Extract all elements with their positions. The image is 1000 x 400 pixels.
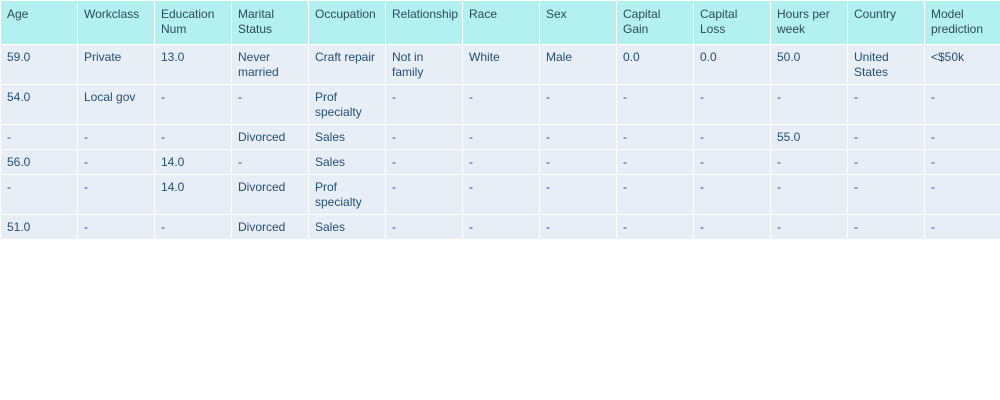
header-row: [1, 1, 1000, 44]
table-cell: -: [386, 150, 462, 174]
table-cell: -: [617, 175, 693, 214]
table-cell: -: [694, 85, 770, 124]
column-header-hours-per-week[interactable]: Hours per week: [771, 1, 847, 44]
table-cell: 50.0: [771, 45, 847, 84]
table-cell: Never married: [232, 45, 308, 84]
table-header: [1, 1, 1000, 44]
table-cell: -: [540, 175, 616, 214]
column-header-capital-loss[interactable]: Capital Loss: [694, 1, 770, 44]
table-cell: -: [232, 85, 308, 124]
table-cell: -: [463, 85, 539, 124]
table-cell: Prof specialty: [309, 175, 385, 214]
table-cell: -: [771, 215, 847, 239]
table-cell: -: [694, 215, 770, 239]
table-cell: Male: [540, 45, 616, 84]
table-cell: -: [771, 85, 847, 124]
table-cell: 0.0: [617, 45, 693, 84]
table-cell: 55.0: [771, 125, 847, 149]
table-cell: Divorced: [232, 215, 308, 239]
table-cell: 56.0: [1, 150, 77, 174]
table-cell: 51.0: [1, 215, 77, 239]
table-cell: -: [540, 215, 616, 239]
table-cell: -: [925, 150, 1000, 174]
table-cell: -: [540, 150, 616, 174]
column-header-model-prediction[interactable]: Model prediction: [925, 1, 1000, 44]
column-header-occupation[interactable]: Occupation: [309, 1, 385, 44]
table-cell: -: [617, 125, 693, 149]
table-row: [1, 215, 1000, 239]
table-cell: 0.0: [694, 45, 770, 84]
table-row: [1, 150, 1000, 174]
table-row: [1, 175, 1000, 214]
table-cell: -: [925, 125, 1000, 149]
table-cell: -: [232, 150, 308, 174]
table-cell: Local gov: [78, 85, 154, 124]
table-cell: Prof specialty: [309, 85, 385, 124]
table-row: [1, 85, 1000, 124]
table-cell: Craft repair: [309, 45, 385, 84]
table-cell: -: [386, 85, 462, 124]
column-header-country[interactable]: Country: [848, 1, 924, 44]
column-header-relationship[interactable]: Relationship: [386, 1, 462, 44]
table-cell: -: [463, 215, 539, 239]
table-cell: Sales: [309, 215, 385, 239]
table-cell: -: [155, 125, 231, 149]
table-cell: -: [848, 125, 924, 149]
table-cell: Not in family: [386, 45, 462, 84]
table-cell: -: [771, 150, 847, 174]
table-cell: -: [771, 175, 847, 214]
table-cell: 54.0: [1, 85, 77, 124]
table-cell: Sales: [309, 125, 385, 149]
table-cell: -: [155, 215, 231, 239]
table-cell: United States: [848, 45, 924, 84]
table-cell: -: [848, 85, 924, 124]
column-header-workclass[interactable]: Workclass: [78, 1, 154, 44]
table-cell: -: [386, 125, 462, 149]
table-cell: 14.0: [155, 150, 231, 174]
table-cell: -: [694, 150, 770, 174]
table-cell: -: [617, 215, 693, 239]
column-header-education-num[interactable]: Education Num: [155, 1, 231, 44]
table-cell: -: [848, 150, 924, 174]
table-cell: -: [463, 125, 539, 149]
table-cell: -: [540, 85, 616, 124]
table-cell: -: [540, 125, 616, 149]
table-cell: -: [78, 125, 154, 149]
table-cell: -: [925, 85, 1000, 124]
column-header-race[interactable]: Race: [463, 1, 539, 44]
table-cell: Private: [78, 45, 154, 84]
table-cell: 13.0: [155, 45, 231, 84]
table-cell: -: [617, 150, 693, 174]
table-body: [1, 45, 1000, 239]
table-cell: -: [78, 175, 154, 214]
table-cell: Divorced: [232, 125, 308, 149]
table-cell: -: [78, 215, 154, 239]
table-cell: -: [925, 175, 1000, 214]
table-cell: -: [1, 175, 77, 214]
table-cell: <$50k: [925, 45, 1000, 84]
table-cell: -: [463, 150, 539, 174]
table-cell: 14.0: [155, 175, 231, 214]
table-cell: -: [1, 125, 77, 149]
column-header-sex[interactable]: Sex: [540, 1, 616, 44]
table-cell: -: [386, 175, 462, 214]
column-header-marital-status[interactable]: Marital Status: [232, 1, 308, 44]
table-cell: -: [694, 175, 770, 214]
table-row: [1, 45, 1000, 84]
table-cell: 59.0: [1, 45, 77, 84]
column-header-age[interactable]: Age: [1, 1, 77, 44]
table-cell: -: [694, 125, 770, 149]
table-cell: -: [848, 215, 924, 239]
table-cell: -: [848, 175, 924, 214]
table-row: [1, 125, 1000, 149]
table-cell: -: [463, 175, 539, 214]
table-cell: -: [78, 150, 154, 174]
table-cell: -: [925, 215, 1000, 239]
table-cell: -: [617, 85, 693, 124]
table-cell: Sales: [309, 150, 385, 174]
column-header-capital-gain[interactable]: Capital Gain: [617, 1, 693, 44]
table-cell: White: [463, 45, 539, 84]
table-cell: Divorced: [232, 175, 308, 214]
table-cell: -: [155, 85, 231, 124]
table-cell: -: [386, 215, 462, 239]
